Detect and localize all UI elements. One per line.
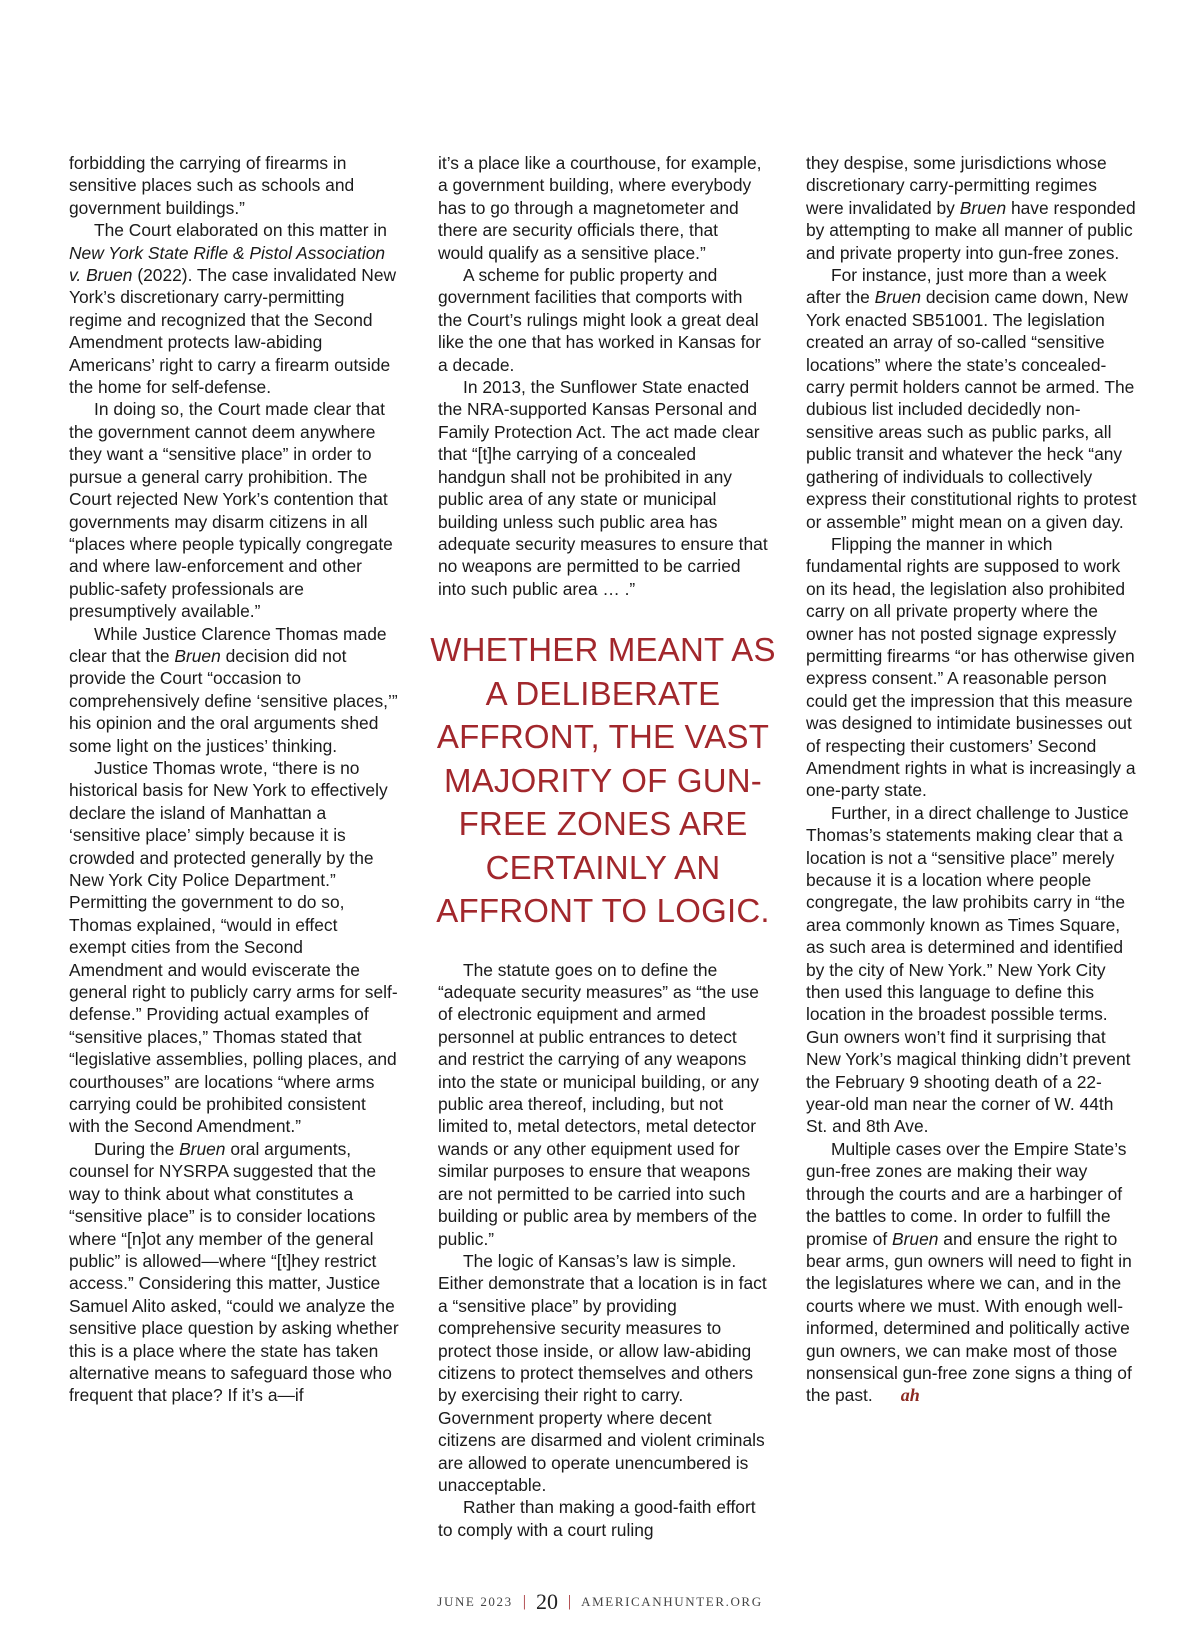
italic-case-name: Bruen xyxy=(179,1138,226,1159)
text-run: they despise, some jurisdictions whose discretionary carry-permitting regimes were invalidated by xyxy=(806,153,1107,218)
text-run: Flipping the manner in which fundamental rights are supposed to work on its head, the legislation also prohibited carry on all private property where the owner has not posted signage expressly permitting firearms “or has otherwise given express consent.” A reasonable person could get the impression that this measure was designed to intimidate businesses out of respecting their customers’ Second Amendment rights in what is increasingly a one-party state. xyxy=(806,533,1136,801)
page-number: 20 xyxy=(535,1589,558,1614)
footer-separator: | xyxy=(522,1593,526,1610)
body-paragraph xyxy=(806,533,1138,802)
body-paragraph xyxy=(69,1138,399,1407)
text-run: Multiple cases over the Empire State’s gun-free zones are making their way through the courts and are a harbinger of the battles to come. In order to fulfill the promise of xyxy=(806,1138,1127,1249)
text-run: oral arguments, counsel for NYSRPA suggested that the way to think about what constitutes a “sensitive place” is to consider locations where “[n]ot any member of the general public” is allowed—where “[t]hey restrict access.” Considering this matter, Justice Samuel Alito asked, “could we analyze the sensitive place question by asking whether this is a place where the state has taken alternative means to safeguard those who frequent that place? If it’s a—if xyxy=(69,1138,399,1406)
issue-date: JUNE 2023 xyxy=(437,1594,513,1609)
article-column-1 xyxy=(69,152,399,1407)
text-run: forbidding the carrying of firearms in sensitive places such as schools and government buildings.” xyxy=(69,153,355,218)
italic-case-name: Bruen xyxy=(874,287,922,308)
italic-case-name: Bruen xyxy=(174,645,221,666)
text-run: During the xyxy=(94,1138,180,1159)
footer-separator: | xyxy=(567,1593,572,1610)
italic-case-name: Bruen xyxy=(959,197,1007,218)
body-paragraph xyxy=(438,376,768,600)
body-paragraph xyxy=(806,1138,1138,1407)
text-run: decision came down, New York enacted SB51001. The legislation created an array of so-called “sensitive locations” where the state’s concealed-carry permit holders cannot be armed. The dubious list included decidedly non-sensitive areas such as public parks, all public transit and whatever the heck “any gathering of individuals to collectively express their constitutional rights to protest or assemble” might mean on a given day. xyxy=(806,287,1137,532)
body-paragraph xyxy=(438,1496,768,1541)
text-run: The Court elaborated on this matter in xyxy=(94,220,387,241)
text-run: (2022). The case invalidated New York’s discretionary carry-permitting regime and recognized that the Second Amendment protects law-abiding Americans’ right to carry a firearm outside the home for self-defense. xyxy=(69,265,397,398)
page-footer xyxy=(0,1589,1200,1615)
body-paragraph xyxy=(806,802,1138,1138)
body-paragraph xyxy=(806,264,1138,533)
body-paragraph xyxy=(438,264,768,376)
end-mark-logo: ah xyxy=(900,1385,920,1406)
body-paragraph xyxy=(438,1250,768,1496)
body-paragraph xyxy=(69,152,399,219)
body-paragraph xyxy=(438,152,768,264)
text-run: it’s a place like a courthouse, for example, a government building, where everybody has to go through a magnetometer and there are security officials there, that would qualify as a sensitive place.” xyxy=(438,153,762,263)
text-run: Further, in a direct challenge to Justice Thomas’s statements making clear that a location is not a “sensitive place” merely because it is a location where people congregate, the law prohibits carry in “the area commonly known as Times Square, as such area is determined and identified by the city of New York.” New York City then used this language to define this location in the broadest possible terms. Gun owners won’t find it surprising that New York’s magical thinking didn’t prevent the February 9 shooting death of a 22-year-old man near the corner of W. 44th St. and 8th Ave. xyxy=(806,802,1131,1137)
text-run: In doing so, the Court made clear that the government cannot deem anywhere they want a “sensitive place” in order to pursue a general carry prohibition. The Court rejected New York’s contention that governments may disarm citizens in all “places where people typically congregate and where law-enforcement and other public-safety professionals are presumptively available.” xyxy=(69,399,393,622)
text-run: and ensure the right to bear arms, gun owners will need to fight in the legislatures where we can, and in the courts where we must. With enough well-informed, determined and politically active gun owners, we can make most of those nonsensical gun-free zone signs a thing of the past. xyxy=(806,1228,1132,1406)
body-paragraph xyxy=(69,398,399,622)
article-column-3 xyxy=(806,152,1138,1407)
text-run: For instance, just more than a week after the xyxy=(806,265,1107,308)
italic-case-name: Bruen xyxy=(892,1228,939,1249)
text-run: The logic of Kansas’s law is simple. Either demonstrate that a location is in fact a “sensitive place” by providing comprehensive security measures to protect those inside, or allow law-abiding citizens to protect themselves and others by exercising their right to carry. Government property where decent citizens are disarmed and violent criminals are allowed to operate unencumbered is unacceptable. xyxy=(438,1250,767,1495)
text-run: decision did not provide the Court “occasion to comprehensively define ‘sensitive places,’” his opinion and the oral arguments shed some light on the justices’ thinking. xyxy=(69,645,398,756)
body-paragraph xyxy=(69,219,399,398)
italic-case-name: New York State Rifle & Pistol Association v. Bruen xyxy=(69,242,386,286)
body-paragraph xyxy=(438,959,768,1250)
text-run: have responded by attempting to make all manner of public and private property into gun-free zones. xyxy=(806,197,1136,263)
website-link[interactable]: AMERICANHUNTER.ORG xyxy=(581,1594,763,1609)
text-run: The statute goes on to define the “adequate security measures” as “the use of electronic equipment and armed personnel at public entrances to detect and restrict the carrying of any weapons into the state or municipal building, or any public area thereof, including, but not limited to, metal detectors, metal detector wands or any other equipment used for similar purposes to ensure that weapons are not permitted to be carried into such building or public area by members of the public.” xyxy=(438,959,759,1249)
article-column-2 xyxy=(430,152,776,1541)
text-run: In 2013, the Sunflower State enacted the NRA-supported Kansas Personal and Family Protection Act. The act made clear that “[t]he carrying of a concealed handgun shall not be prohibited in any public area of any state or municipal building unless such public area has adequate security measures to ensure that no weapons are permitted to be carried into such public area … .” xyxy=(438,377,768,599)
text-run: Justice Thomas wrote, “there is no historical basis for New York to effectively declare the island of Manhattan a ‘sensitive place’ simply because it is crowded and protected generally by the New York City Police Department.” Permitting the government to do so, Thomas explained, “would in effect exempt cities from the Second Amendment and would eviscerate the general right to publicly carry arms for self-defense.” Providing actual examples of “sensitive places,” Thomas stated that “legislative assemblies, polling places, and courthouses” are locations “where arms carrying could be prohibited consistent with the Second Amendment.” xyxy=(69,757,398,1137)
pull-quote: WHETHER MEANT AS A DELIBERATE AFFRONT, THE VAST MAJORITY OF GUN-FREE ZONES ARE CERTAINLY AN AFFRONT TO LOGIC. xyxy=(430,631,776,930)
body-paragraph xyxy=(69,757,399,1138)
text-run: Rather than making a good-faith effort to comply with a court ruling xyxy=(438,1497,756,1540)
body-paragraph xyxy=(806,152,1138,264)
text-run: A scheme for public property and government facilities that comports with the Court’s rulings might look a great deal like the one that has worked in Kansas for a decade. xyxy=(438,265,761,375)
text-run: While Justice Clarence Thomas made clear that the xyxy=(69,623,387,666)
body-paragraph xyxy=(69,623,399,757)
